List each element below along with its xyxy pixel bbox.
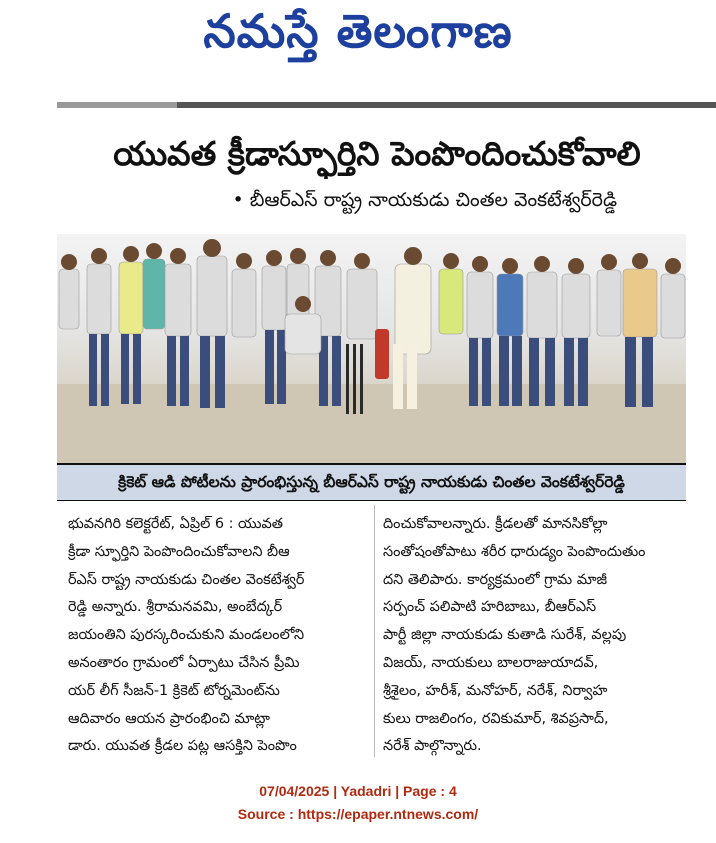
body-line: ర్ఎస్ రాష్ట్ర నాయకుడు చింతల వెంకటేశ్వర్: [68, 571, 305, 588]
column-divider: [374, 505, 375, 757]
body-line: అనంతారం గ్రామంలో ఏర్పాటు చేసిన ప్రీమి: [68, 654, 300, 671]
body-line: శ్రీశైలం, హరీశ్, మనోహర్, నరేశ్, నిర్వాహ: [383, 682, 608, 699]
body-line: జయంతిని పురస్కరించుకుని మండలంలోని: [68, 627, 305, 644]
body-line: ఆదివారం ఆయన ప్రారంభించి మాట్లా: [68, 710, 271, 727]
footer-source-line: Source : https://epaper.ntnews.com/: [237, 806, 479, 822]
body-line: సంతోషంతోపాటు శరీర ధారుడ్యం పెంపొందుతుం: [383, 543, 646, 560]
cricket-crowd-illustration: [57, 234, 686, 463]
footer-date-line: 07/04/2025 | Yadadri | Page : 4: [259, 783, 457, 799]
body-line: నరేశ్ పాల్గొన్నారు.: [383, 738, 482, 755]
article-headline: యువత క్రీడాస్ఫూర్తిని పెంపొందించుకోవాలి: [113, 134, 641, 173]
body-line: యర్ లీగ్ సీజన్-1 క్రికెట్ టోర్నమెంట్‌ను: [68, 682, 280, 699]
body-line: దని తెలిపారు. కార్యక్రమంలో గ్రామ మాజీ: [383, 571, 608, 588]
body-line: పార్టీ జిల్లా నాయకుడు కుతాడి సురేశ్, వల్లపు: [383, 627, 627, 644]
body-line: కులు రాజలింగం, రవికుమార్, శివప్రసాద్,: [383, 710, 609, 727]
body-line: రెడ్డి అన్నారు. శ్రీరామనవమి, అంబేద్కర్: [68, 599, 283, 616]
photo-caption: క్రికెట్ ఆడి పోటీలను ప్రారంభిస్తున్న బీఆర్ఎస్ రాష్ట్ర నాయకుడు చింతల వెంకటేశ్వర్‌రెడ్డి: [57, 463, 686, 501]
body-line: క్రీడా స్ఫూర్తిని పెంపొందించుకోవాలని బీఆ: [68, 543, 290, 560]
masthead-title: నమస్తే తెలంగాణ: [203, 4, 513, 58]
article-photo: [57, 234, 686, 463]
article-subhead: • బీఆర్ఎస్ రాష్ట్ర నాయకుడు చింతల వెంకటేశ్వర్‌రెడ్డి: [232, 189, 617, 211]
body-line: విజయ్, నాయకులు బాలరాజుయాదవ్,: [383, 654, 599, 671]
body-line: దించుకోవాలన్నారు. క్రీడలతో మానసికోల్లా: [383, 516, 608, 532]
body-line: డారు. యువత క్రీడల పట్ల ఆసక్తిని పెంపొం: [68, 738, 297, 755]
article-body-right-column: [383, 511, 686, 761]
newspaper-masthead: [0, 0, 716, 80]
article-body-left-column: [68, 511, 369, 761]
header-rule-accent: [57, 102, 177, 108]
body-line: భువనగిరి కలెక్టరేట్, ఏప్రిల్ 6 : యువత: [68, 516, 283, 532]
body-line: సర్పంచ్ పలిపాటి హరిబాబు, బీఆర్ఎస్: [383, 599, 597, 616]
